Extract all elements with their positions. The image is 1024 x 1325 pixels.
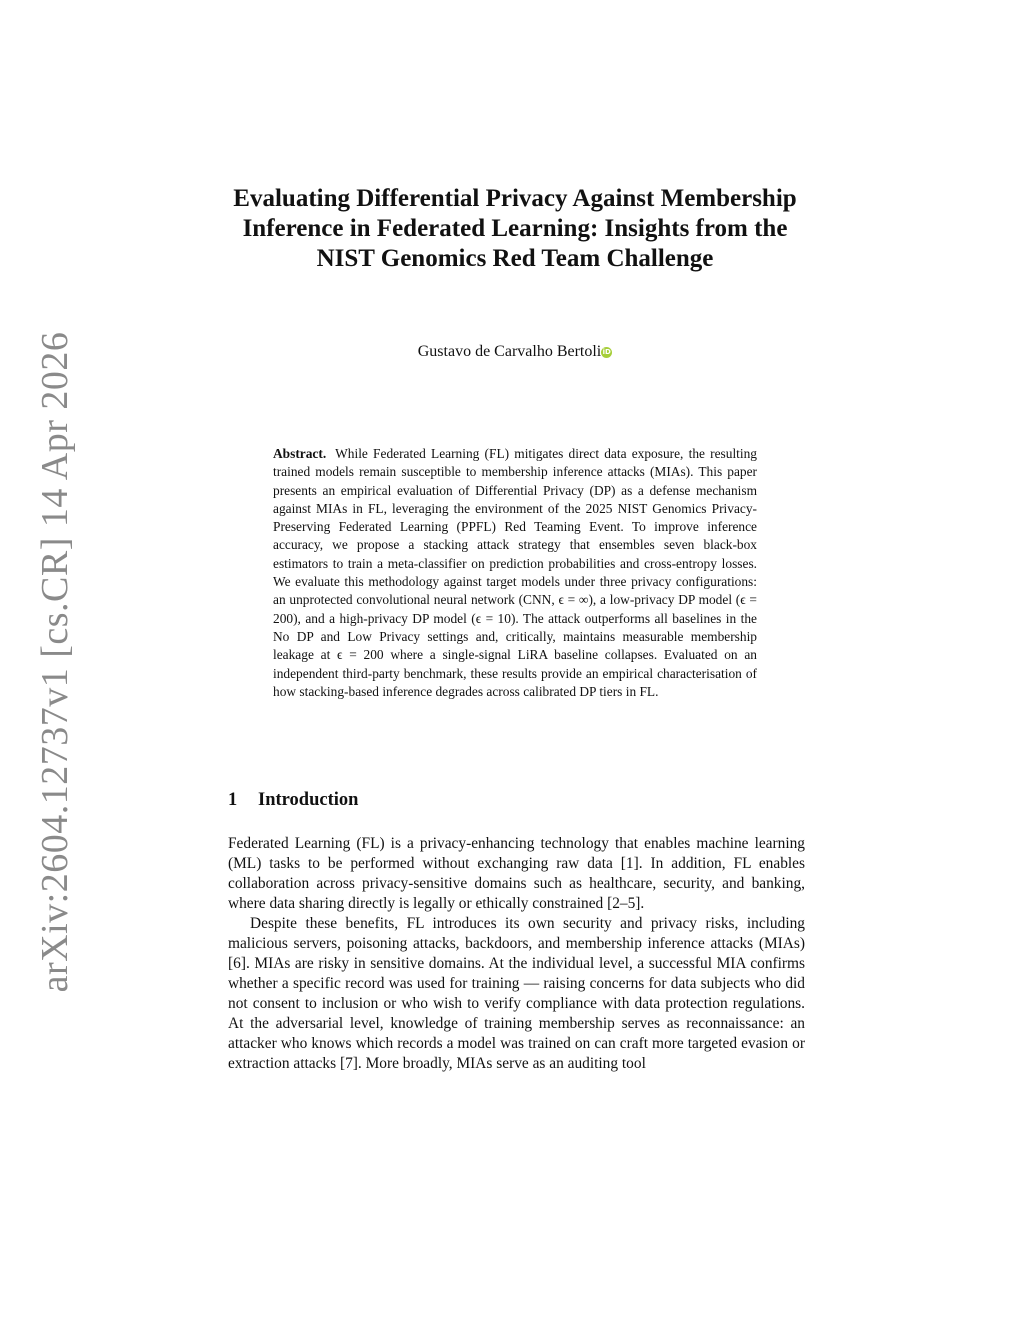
body-paragraph: Federated Learning (FL) is a privacy-enhancing technology that enables machine learning (ML) tasks to be performed without exchanging raw data [1]. In addition, FL enables collaboration across privacy-sensitive domains such as healthcare, security, and banking, where data sharing directly is legally or ethically constrained [2–5]. — [228, 835, 805, 912]
paper-title: Evaluating Differential Privacy Against Membership Inference in Federated Learning: Insights from the NIST Genomics Red Team Challenge — [233, 185, 797, 272]
arxiv-identifier: arXiv:2604.12737v1 [cs.CR] 14 Apr 2026 — [34, 331, 76, 993]
author-name: Gustavo de Carvalho Bertoli — [417, 343, 602, 360]
abstract — [273, 445, 757, 701]
orcid-icon[interactable]: iD — [602, 348, 611, 356]
author-line — [228, 343, 802, 361]
abstract-label: Abstract. — [273, 446, 327, 461]
section-heading — [228, 790, 358, 811]
section-number: 1 — [228, 790, 238, 810]
section-title: Introduction — [258, 790, 359, 810]
abstract-text: While Federated Learning (FL) mitigates direct data exposure, the resulting trained models remain susceptible to membership inference attacks (MIAs). This paper presents an empirical evaluation of Differential Privacy (DP) as a defense mechanism against MIAs in FL, leveraging the environment of the 2025 NIST Genomics Privacy-Preserving Federated Learning (PPFL) Red Teaming Event. To improve inference accuracy, we propose a stacking attack strategy that ensembles seven black-box estimators to train a meta-classifier on prediction probabilities and cross-entropy losses. We evaluate this methodology against target models under three privacy configurations: an unprotected convolutional neural network (CNN, ϵ = ∞), a low-privacy DP model (ϵ = 200), and a high-privacy DP model (ϵ = 10). The attack outperforms all baselines in the No DP and Low Privacy settings and, critically, maintains measurable membership leakage at ϵ = 200 where a single-signal LiRA baseline collapses. Evaluated on an independent third-party benchmark, these results provide an empirical characterisation of how stacking-based inference degrades across calibrated DP tiers in FL. — [273, 446, 758, 699]
section-body — [228, 834, 805, 1074]
body-paragraph: Despite these benefits, FL introduces its own security and privacy risks, including malicious servers, poisoning attacks, backdoors, and membership inference attacks (MIAs) [6]. MIAs are risky in sensitive domains. At the individual level, a successful MIA confirms whether a specific record was used for training — raising concerns for data subjects who did not consent to inclusion or who wish to verify compliance with data protection regulations. At the adversarial level, knowledge of training membership serves as reconnaissance: an attacker who knows which records a model was trained on can craft more targeted evasion or extraction attacks [7]. More broadly, MIAs serve as an auditing tool — [228, 915, 805, 1072]
